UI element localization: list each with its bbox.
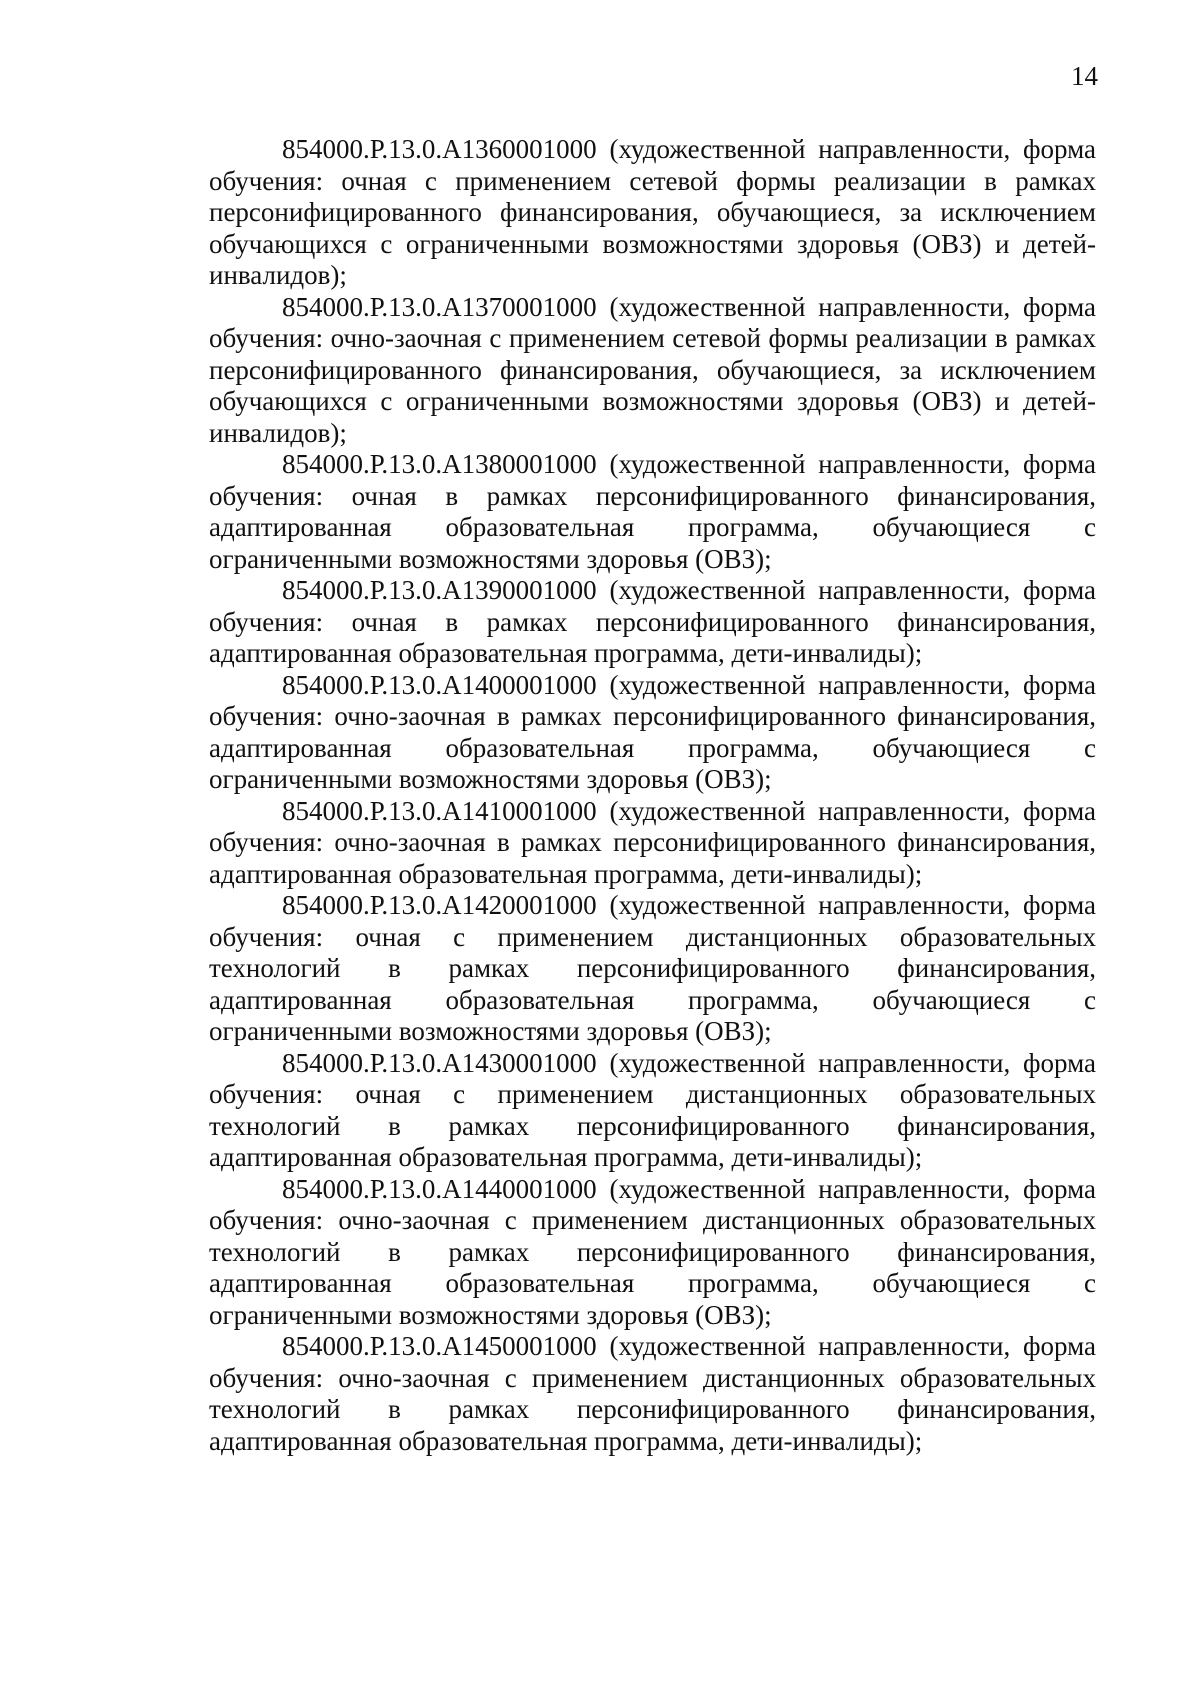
paragraph: 854000.Р.13.0.А1370001000 (художественной направленности, форма обучения: очно-заочная с применением сетевой формы реализации в рамках персонифицированного финансирования, обучающиеся, за исключением обучающихся с ограниченными возможностями здоровья (ОВЗ) и детей-инвалидов); bbox=[209, 291, 1096, 448]
paragraph: 854000.Р.13.0.А1360001000 (художественной направленности, форма обучения: очная с применением сетевой формы реализации в рамках персонифицированного финансирования, обучающиеся, за исключением обучающихся с ограниченными возможностями здоровья (ОВЗ) и детей-инвалидов); bbox=[209, 134, 1096, 290]
paragraph: 854000.Р.13.0.А1420001000 (художественной направленности, форма обучения: очная с применением дистанционных образовательных технологий в рамках персонифицированного финансирования, адаптированная образовательная программа, обучающиеся с ограниченными возможностями здоровья (ОВЗ); bbox=[209, 890, 1096, 1046]
paragraph: 854000.Р.13.0.А1390001000 (художественной направленности, форма обучения: очная в рамках персонифицированного финансирования, адаптированная образовательная программа, дети-инвалиды); bbox=[209, 575, 1096, 668]
paragraph: 854000.Р.13.0.А1430001000 (художественной направленности, форма обучения: очная с применением дистанционных образовательных технологий в рамках персонифицированного финансирования, адаптированная образовательная программа, дети-инвалиды); bbox=[209, 1047, 1096, 1172]
paragraph: 854000.Р.13.0.А1450001000 (художественной направленности, форма обучения: очно-заочная с применением дистанционных образовательных технологий в рамках персонифицированного финансирования, адаптированная образовательная программа, дети-инвалиды); bbox=[209, 1331, 1096, 1456]
paragraph: 854000.Р.13.0.А1380001000 (художественной направленности, форма обучения: очная в рамках персонифицированного финансирования, адаптированная образовательная программа, обучающиеся с ограниченными возможностями здоровья (ОВЗ); bbox=[209, 449, 1096, 574]
document-body bbox=[209, 134, 1096, 1457]
paragraph: 854000.Р.13.0.А1400001000 (художественной направленности, форма обучения: очно-заочная в рамках персонифицированного финансирования, адаптированная образовательная программа, обучающиеся с ограниченными возможностями здоровья (ОВЗ); bbox=[209, 669, 1096, 794]
paragraph: 854000.Р.13.0.А1440001000 (художественной направленности, форма обучения: очно-заочная с применением дистанционных образовательных технологий в рамках персонифицированного финансирования, адаптированная образовательная программа, обучающиеся с ограниченными возможностями здоровья (ОВЗ); bbox=[209, 1173, 1096, 1330]
page-number: 14 bbox=[1071, 61, 1098, 91]
paragraph: 854000.Р.13.0.А1410001000 (художественной направленности, форма обучения: очно-заочная в рамках персонифицированного финансирования, адаптированная образовательная программа, дети-инвалиды); bbox=[209, 795, 1096, 889]
